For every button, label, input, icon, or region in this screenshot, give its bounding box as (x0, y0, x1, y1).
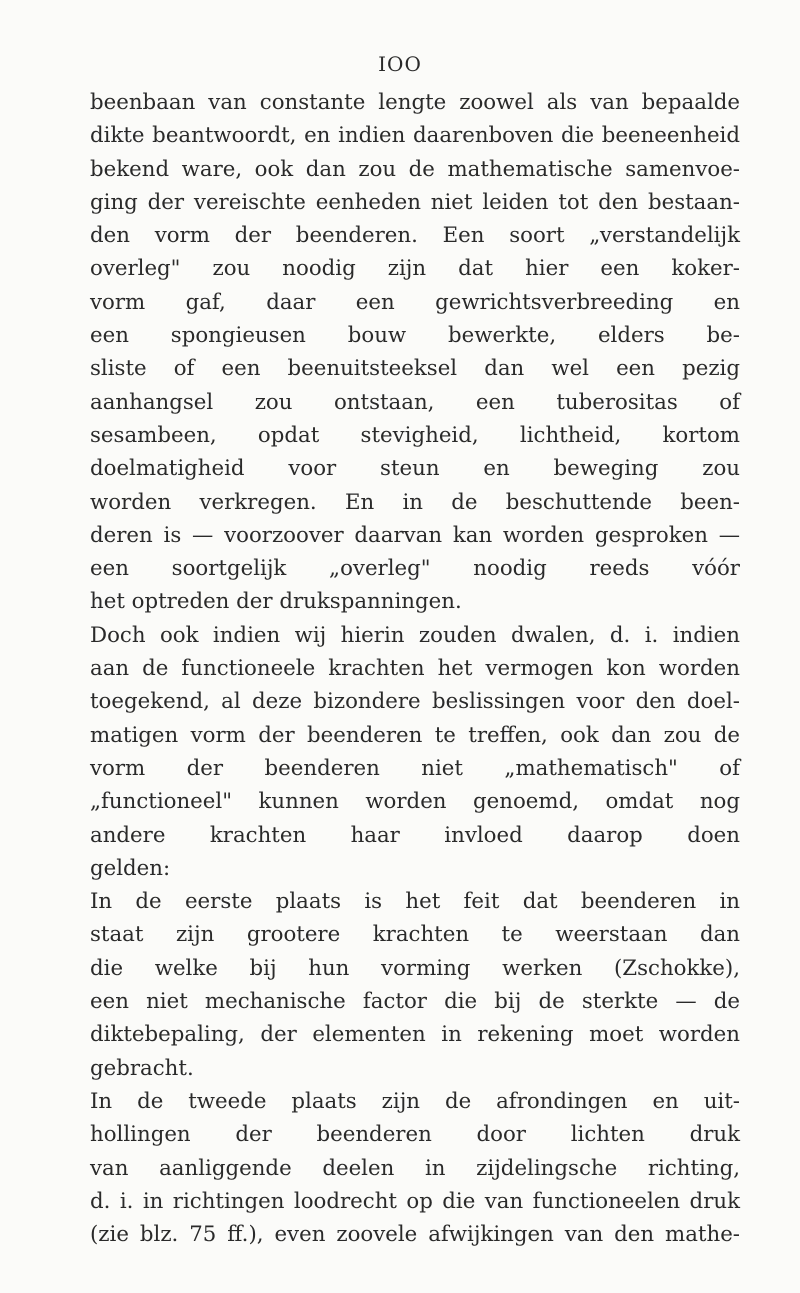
text-line: d. i. in richtingen loodrecht op die van functioneelen druk (90, 1188, 740, 1214)
text-line: diktebepaling, der elementen in rekening moet worden (90, 1022, 740, 1048)
text-line: gebracht. (90, 1055, 194, 1081)
text-line: staat zijn grootere krachten te weerstaan dan (90, 922, 740, 948)
text-line: van aanliggende deelen in zijdelingsche richting, (90, 1155, 740, 1181)
page-number: IOO (378, 52, 422, 76)
text-line: aanhangsel zou ontstaan, een tuberositas of (90, 389, 740, 415)
text-line: matigen vorm der beenderen te treffen, ook dan zou de (90, 722, 740, 748)
text-line: ging der vereischte eenheden niet leiden tot den bestaan- (90, 189, 740, 215)
text-line: toegekend, al deze bizondere beslissingen voor den doel- (90, 689, 740, 715)
text-line: In de eerste plaats is het feit dat beenderen in (90, 889, 740, 915)
text-line: den vorm der beenderen. Een soort „verstandelijk (90, 223, 740, 249)
text-line: overleg" zou noodig zijn dat hier een koker- (90, 256, 740, 282)
text-line: worden verkregen. En in de beschuttende been- (90, 489, 740, 515)
text-line: (zie blz. 75 ff.), even zoovele afwijkingen van den mathe- (90, 1222, 740, 1248)
text-line: bekend ware, ook dan zou de mathematische samenvoe- (90, 156, 740, 182)
text-line: een niet mechanische factor die bij de sterkte — de (90, 989, 740, 1015)
text-line: vorm der beenderen niet „mathematisch" of (90, 755, 740, 781)
text-line: aan de functioneele krachten het vermogen kon worden (90, 656, 740, 682)
text-line: doelmatigheid voor steun en beweging zou (90, 456, 740, 482)
text-line: vorm gaf, daar een gewrichtsverbreeding en (90, 289, 740, 315)
text-line: gelden: (90, 855, 171, 881)
text-line: deren is — voorzoover daarvan kan worden gesproken — (90, 522, 740, 548)
text-line: andere krachten haar invloed daarop doen (90, 822, 740, 848)
text-line: een spongieusen bouw bewerkte, elders be- (90, 323, 740, 349)
text-line: hollingen der beenderen door lichten druk (90, 1122, 740, 1148)
text-line: een soortgelijk „overleg" noodig reeds vóór (90, 556, 740, 582)
text-line: die welke bij hun vorming werken (Zschokke), (90, 955, 740, 981)
text-line: Doch ook indien wij hierin zouden dwalen, d. i. indien (90, 622, 740, 648)
text-line: dikte beantwoordt, en indien daarenboven die beeneenheid (90, 123, 740, 149)
text-line: sliste of een beenuitsteeksel dan wel een pezig (90, 356, 740, 382)
text-line: In de tweede plaats zijn de afrondingen en uit- (90, 1088, 740, 1114)
text-line: het optreden der drukspanningen. (90, 589, 462, 615)
text-line: beenbaan van constante lengte zoowel als van bepaalde (90, 90, 740, 115)
text-line: „functioneel" kunnen worden genoemd, omdat nog (90, 789, 740, 815)
body-text (90, 86, 740, 1251)
text-line: sesambeen, opdat stevigheid, lichtheid, kortom (90, 422, 740, 448)
